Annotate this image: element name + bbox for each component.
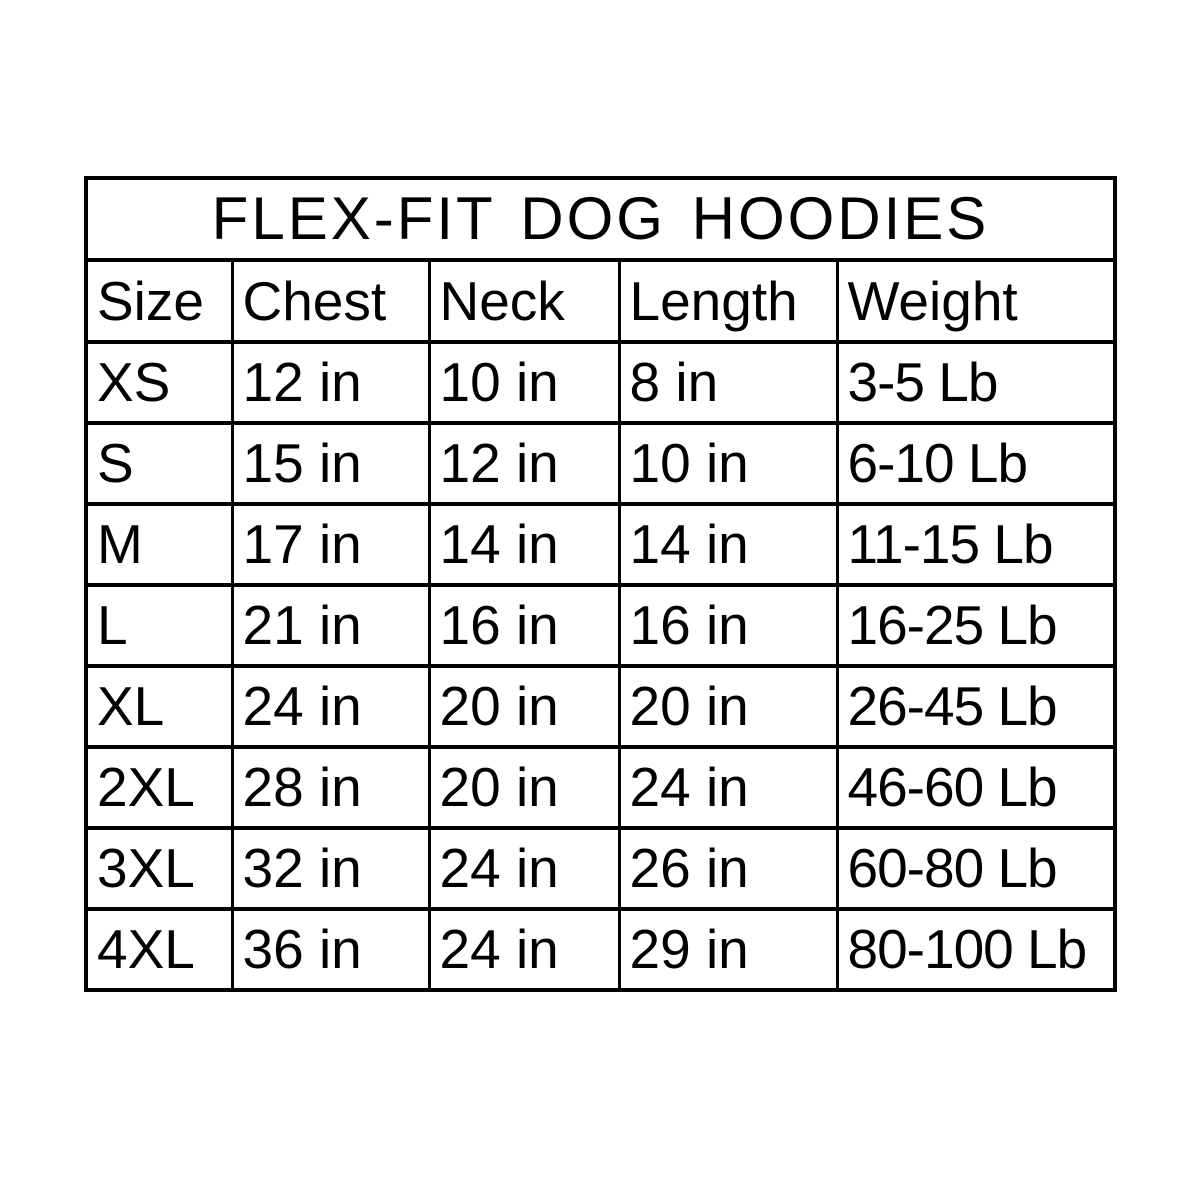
length-cell: 8 in [619, 342, 837, 423]
size-chart [84, 176, 1113, 992]
table-row [86, 342, 1115, 423]
column-header-size: Size [86, 260, 232, 342]
table-row [86, 666, 1115, 747]
neck-cell: 12 in [429, 423, 619, 504]
table-title-row [86, 178, 1115, 260]
length-cell: 26 in [619, 828, 837, 909]
chest-cell: 17 in [232, 504, 429, 585]
size-cell: 3XL [86, 828, 232, 909]
column-header-weight: Weight [837, 260, 1115, 342]
weight-cell: 3-5 Lb [837, 342, 1115, 423]
table-row [86, 585, 1115, 666]
table-row [86, 423, 1115, 504]
neck-cell: 24 in [429, 828, 619, 909]
weight-cell: 26-45 Lb [837, 666, 1115, 747]
length-cell: 20 in [619, 666, 837, 747]
size-cell: M [86, 504, 232, 585]
weight-cell: 16-25 Lb [837, 585, 1115, 666]
size-chart-table [84, 176, 1117, 992]
size-cell: 4XL [86, 909, 232, 990]
neck-cell: 10 in [429, 342, 619, 423]
size-cell: 2XL [86, 747, 232, 828]
neck-cell: 20 in [429, 666, 619, 747]
chest-cell: 32 in [232, 828, 429, 909]
length-cell: 24 in [619, 747, 837, 828]
chest-cell: 12 in [232, 342, 429, 423]
length-cell: 29 in [619, 909, 837, 990]
table-row [86, 747, 1115, 828]
length-cell: 10 in [619, 423, 837, 504]
length-cell: 14 in [619, 504, 837, 585]
weight-cell: 60-80 Lb [837, 828, 1115, 909]
neck-cell: 14 in [429, 504, 619, 585]
neck-cell: 20 in [429, 747, 619, 828]
chest-cell: 24 in [232, 666, 429, 747]
chest-cell: 28 in [232, 747, 429, 828]
weight-cell: 80-100 Lb [837, 909, 1115, 990]
column-header-neck: Neck [429, 260, 619, 342]
size-cell: XL [86, 666, 232, 747]
neck-cell: 24 in [429, 909, 619, 990]
chest-cell: 36 in [232, 909, 429, 990]
size-cell: XS [86, 342, 232, 423]
neck-cell: 16 in [429, 585, 619, 666]
column-header-chest: Chest [232, 260, 429, 342]
weight-cell: 11-15 Lb [837, 504, 1115, 585]
table-row [86, 828, 1115, 909]
weight-cell: 6-10 Lb [837, 423, 1115, 504]
size-cell: L [86, 585, 232, 666]
size-cell: S [86, 423, 232, 504]
table-row [86, 909, 1115, 990]
weight-cell: 46-60 Lb [837, 747, 1115, 828]
table-header-row [86, 260, 1115, 342]
column-header-length: Length [619, 260, 837, 342]
chest-cell: 21 in [232, 585, 429, 666]
table-row [86, 504, 1115, 585]
chest-cell: 15 in [232, 423, 429, 504]
chart-title: FLEX-FIT DOG HOODIES [86, 178, 1115, 260]
length-cell: 16 in [619, 585, 837, 666]
